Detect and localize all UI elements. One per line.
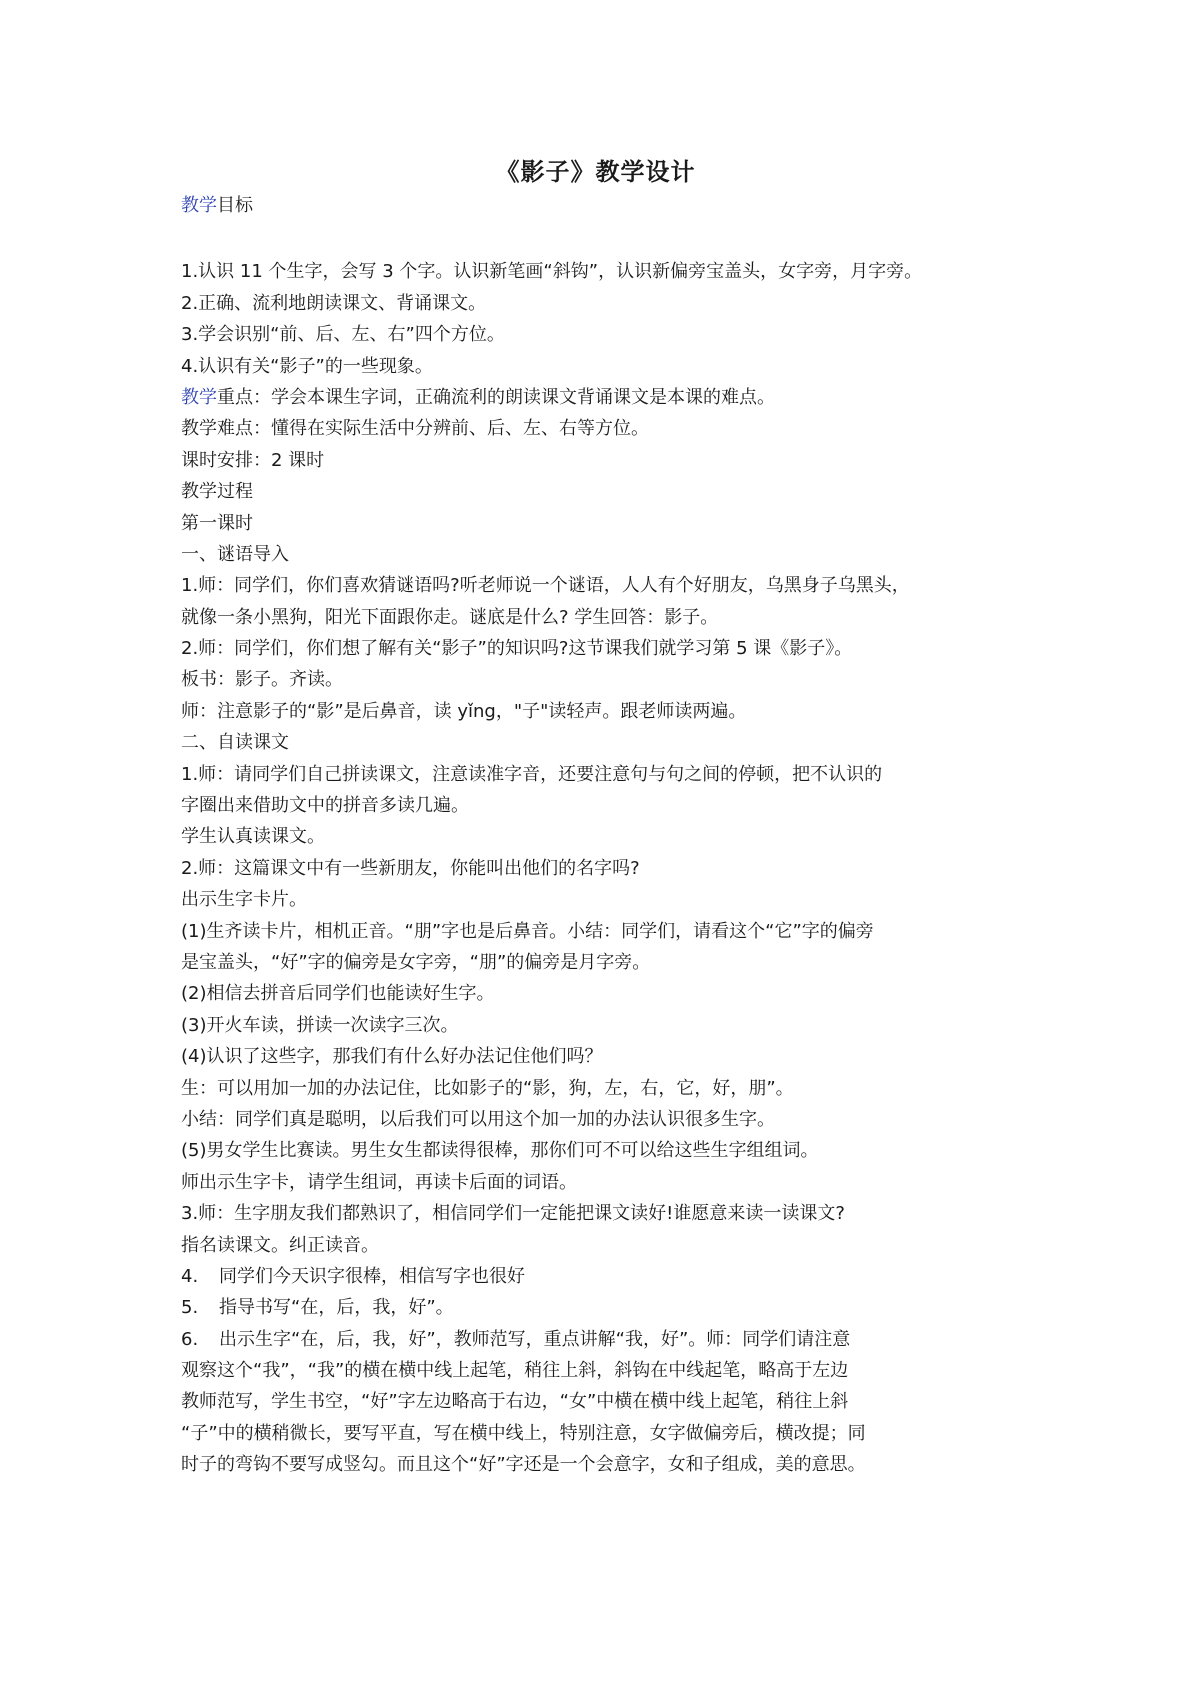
paragraph-line: 师：注意影子的“影”是后鼻音，读 yǐng，"子"读轻声。跟老师读两遍。: [181, 700, 747, 722]
lesson-heading: 第一课时: [181, 512, 253, 534]
paragraph-line: 2.师：同学们，你们想了解有关“影子”的知识吗?这节课我们就学习第 5 课《影子》。: [181, 638, 853, 660]
process-heading: 教学过程: [181, 481, 253, 503]
section-heading: 二、自读课文: [181, 732, 289, 754]
objective-item: 4.认识有关“影子”的一些现象。: [181, 355, 433, 377]
key-point-text: 重点：学会本课生字词，正确流利的朗读课文背诵课文是本课的难点。: [217, 386, 775, 408]
document-title: 《影子》教学设计: [495, 157, 696, 186]
paragraph-line: 1.师：同学们，你们喜欢猜谜语吗?听老师说一个谜语，人人有个好朋友，乌黑身子乌黑头，: [181, 575, 910, 597]
paragraph-line: 指名读课文。纠正读音。: [181, 1234, 379, 1256]
heading-text: 目标: [217, 195, 253, 216]
paragraph-line: 字圈出来借助文中的拼音多读几遍。: [181, 795, 469, 817]
paragraph-line: (1)生齐读卡片，相机正音。“朋”字也是后鼻音。小结：同学们，请看这个“它”字的偏旁: [181, 920, 874, 942]
heading-accent-text: 教学: [181, 195, 217, 216]
difficulty: 教学难点：懂得在实际生活中分辨前、后、左、右等方位。: [181, 418, 649, 440]
schedule: 课时安排：2 课时: [181, 449, 325, 471]
objectives-heading: [181, 190, 1019, 221]
paragraph-line: (4)认识了这些字，那我们有什么好办法记住他们吗？: [181, 1046, 603, 1068]
paragraph-line: 师出示生字卡，请学生组词，再读卡后面的词语。: [181, 1171, 577, 1193]
objective-item: 1.认识 11 个生字，会写 3 个字。认识新笔画“斜钩”，认识新偏旁宝盖头，女字旁，月字旁。: [181, 261, 923, 283]
paragraph-line: 教师范写，学生书空，“好”字左边略高于右边，“女”中横在横中线上起笔，稍往上斜: [181, 1391, 849, 1413]
spacer: [181, 221, 1019, 256]
paragraph-line: (3)开火车读，拼读一次读字三次。: [181, 1014, 459, 1036]
key-point: [181, 382, 1019, 413]
paragraph-line: (2)相信去拼音后同学们也能读好生字。: [181, 983, 495, 1005]
numbered-item: [181, 1292, 1019, 1323]
paragraph-line: 2.师：这篇课文中有一些新朋友，你能叫出他们的名字吗?: [181, 857, 640, 879]
item-text: 指导书写“在，后，我，好”。: [219, 1297, 454, 1319]
paragraph-line: “子”中的横稍微长，要写平直，写在横中线上，特别注意，女字做偏旁后，横改提；同: [181, 1422, 866, 1444]
paragraph-line: 观察这个“我”，“我”的横在横中线上起笔，稍往上斜，斜钩在中线起笔，略高于左边: [181, 1360, 849, 1382]
item-number: 6.: [181, 1328, 199, 1350]
document-body: [181, 190, 1019, 1481]
numbered-item: [181, 1261, 1019, 1292]
paragraph-line: 时子的弯钩不要写成竖勾。而且这个“好”字还是一个会意字，女和子组成，美的意思。: [181, 1454, 866, 1476]
paragraph-line: 是宝盖头，“好”字的偏旁是女字旁，“朋”的偏旁是月字旁。: [181, 951, 651, 973]
paragraph-line: 小结：同学们真是聪明，以后我们可以用这个加一加的办法认识很多生字。: [181, 1108, 775, 1130]
item-number: 5.: [181, 1297, 199, 1319]
paragraph-line: 出示生字卡片。: [181, 889, 307, 911]
section-heading: 一、谜语导入: [181, 543, 289, 565]
paragraph-line: 学生认真读课文。: [181, 826, 325, 848]
numbered-item: [181, 1324, 1019, 1355]
paragraph-line: 生：可以用加一加的办法记住，比如影子的“影，狗，左，右，它，好，朋”。: [181, 1077, 794, 1099]
item-text: 同学们今天识字很棒，相信写字也很好: [219, 1265, 525, 1287]
paragraph-line: (5)男女学生比赛读。男生女生都读得很棒，那你们可不可以给这些生字组组词。: [181, 1140, 819, 1162]
paragraph-line: 就像一条小黑狗，阳光下面跟你走。谜底是什么? 学生回答：影子。: [181, 606, 719, 628]
paragraph-line: 板书：影子。齐读。: [181, 669, 343, 691]
objective-item: 3.学会识别“前、后、左、右”四个方位。: [181, 324, 505, 346]
key-point-accent-text: 教学: [181, 386, 217, 408]
paragraph-line: 3.师：生字朋友我们都熟识了，相信同学们一定能把课文读好!谁愿意来读一读课文?: [181, 1203, 845, 1225]
item-text: 出示生字“在，后，我，好”，教师范写，重点讲解“我，好”。师：同学们请注意: [219, 1328, 851, 1350]
item-number: 4.: [181, 1265, 199, 1287]
paragraph-line: 1.师：请同学们自己拼读课文，注意读准字音，还要注意句与句之间的停顿，把不认识的: [181, 763, 883, 785]
objective-item: 2.正确、流利地朗读课文、背诵课文。: [181, 292, 487, 314]
